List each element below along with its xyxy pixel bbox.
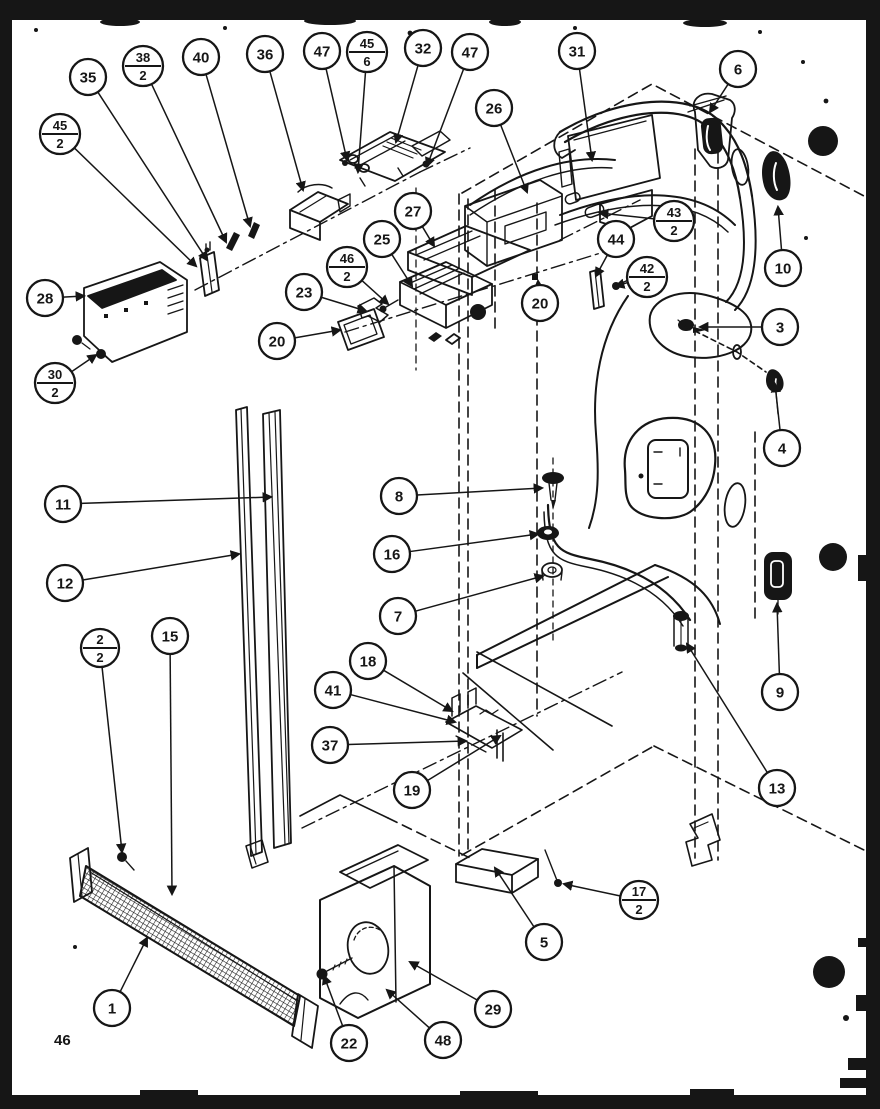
callout-20a (259, 323, 340, 359)
leader-line (417, 488, 542, 495)
callout-label: 9 (775, 684, 785, 702)
callout-label: 47 (313, 43, 331, 61)
registration-dot (813, 956, 845, 988)
assembly-axis-lines (195, 148, 640, 828)
callout-22 (324, 976, 367, 1061)
callout-label: 47 (461, 44, 479, 62)
callout-41 (315, 672, 455, 722)
callout-label: 20 (268, 333, 286, 351)
callout-label: 43 (666, 205, 682, 220)
callout-label: 17 (631, 884, 647, 899)
callout-19 (394, 736, 500, 808)
callout-30-2 (35, 355, 96, 403)
leader-line (387, 990, 430, 1028)
leader-line (396, 65, 418, 142)
callout-label: 38 (135, 50, 151, 65)
callout-2-2 (81, 629, 122, 852)
callout-38-2 (123, 46, 226, 242)
leader-line (295, 330, 340, 338)
scan-band-right (866, 18, 880, 1109)
leader-line (72, 355, 96, 372)
callout-25 (364, 221, 412, 286)
callout-label: 19 (403, 782, 421, 800)
part-pin (673, 611, 689, 652)
callout-label: 20 (531, 295, 549, 313)
part-top-hinge-assembly (340, 131, 450, 186)
callout-label: 42 (639, 261, 655, 276)
callout-label: 37 (321, 737, 339, 755)
leader-line (410, 534, 538, 552)
part-fan-cover (320, 845, 430, 1018)
callout-label: 16 (383, 546, 401, 564)
scan-band-top (0, 0, 880, 20)
callout-20b (522, 281, 558, 321)
part-grille-screw (380, 300, 399, 313)
callout-label: 28 (36, 290, 54, 308)
callout-label: 18 (359, 653, 377, 671)
callout-label: 22 (340, 1035, 358, 1053)
callout-label: 6 (733, 61, 743, 79)
callout-4 (764, 384, 800, 466)
leader-line (120, 938, 147, 992)
callout-label: 31 (568, 43, 586, 61)
callout-label: 46 (339, 251, 355, 266)
callout-36 (247, 36, 303, 190)
leader-line (102, 667, 122, 852)
callout-10 (765, 207, 801, 286)
callout-label: 48 (434, 1032, 452, 1050)
callout-8 (381, 478, 542, 514)
callout-7 (380, 576, 543, 634)
callout-label: 32 (414, 40, 432, 58)
part-fan-screw (317, 958, 353, 980)
scan-band-bottom (0, 1095, 880, 1109)
leader-line (170, 654, 172, 894)
part-foot-bracket (686, 814, 720, 866)
callout-label: 2 (96, 650, 104, 665)
callout-16 (374, 534, 538, 572)
callout-45-2 (40, 114, 196, 266)
callout-label: 23 (295, 284, 313, 302)
callout-47a (304, 33, 347, 160)
leader-line (410, 962, 477, 1000)
registration-dot (808, 126, 838, 156)
leader-line (63, 296, 84, 297)
leader-line (358, 72, 366, 172)
cabinet-floor (300, 565, 720, 818)
leader-line (415, 576, 543, 611)
callout-label: 8 (394, 488, 404, 506)
part-air-duct (408, 226, 530, 295)
callout-28 (27, 280, 84, 316)
leader-line (321, 297, 366, 311)
callout-29 (410, 962, 511, 1027)
callout-label: 2 (643, 279, 651, 294)
callout-37 (312, 727, 466, 763)
part-fan-motor-bracket (290, 185, 350, 240)
part-grille-screw-left (117, 852, 134, 870)
leader-line (152, 84, 226, 242)
leader-line (427, 736, 500, 781)
part-evaporator-housing (465, 159, 615, 266)
callout-40 (183, 39, 250, 226)
callout-label: 41 (324, 682, 342, 700)
leader-line (778, 207, 782, 250)
leader-line (362, 280, 388, 304)
leader-line (81, 497, 271, 503)
callout-label: 1 (107, 1000, 117, 1018)
callout-label: 2 (139, 68, 147, 83)
part-grommet (766, 369, 784, 414)
callout-label: 44 (607, 231, 625, 249)
leader-line (74, 148, 196, 266)
callout-label: 12 (56, 575, 74, 593)
callout-label: 2 (51, 385, 59, 400)
callout-label: 27 (404, 203, 422, 221)
callout-label: 6 (363, 54, 371, 69)
leader-line (596, 255, 607, 276)
part-bottom-hinge-bracket (446, 688, 522, 761)
part-mullion-strips (236, 407, 291, 868)
leader-line (83, 554, 239, 580)
leader-line (270, 71, 303, 190)
callout-label: 2 (96, 632, 104, 647)
part-fan-shroud (625, 418, 748, 528)
part-control-panel (72, 262, 187, 362)
callout-32 (396, 30, 441, 142)
part-screw-boss (650, 293, 752, 359)
callout-17-2 (564, 881, 658, 919)
leader-line (206, 74, 250, 226)
leader-line (98, 92, 207, 260)
callout-label: 15 (161, 628, 179, 646)
callout-label: 36 (256, 46, 274, 64)
leader-line (579, 69, 592, 160)
callout-label: 25 (373, 231, 391, 249)
callout-12 (47, 554, 239, 601)
leader-line (348, 741, 466, 744)
callout-label: 2 (670, 223, 678, 238)
callout-label: 4 (777, 440, 787, 458)
callout-18 (350, 643, 452, 711)
callout-label: 3 (775, 319, 785, 337)
callout-9 (762, 604, 798, 710)
leader-line (564, 884, 620, 896)
callout-31 (559, 33, 595, 160)
callout-11 (45, 486, 271, 522)
leader-line (495, 868, 534, 927)
part-evaporator-cover (559, 115, 660, 230)
leader-line (350, 695, 455, 722)
callout-label: 2 (343, 269, 351, 284)
callout-15 (152, 618, 188, 894)
part-clip-dot (545, 850, 562, 887)
callout-label: 26 (485, 100, 503, 118)
callout-48 (387, 990, 461, 1058)
leader-line (326, 69, 347, 160)
callout-label: 45 (359, 36, 375, 51)
callout-label: 13 (768, 780, 786, 798)
part-latch (764, 552, 792, 614)
callout-label: 30 (47, 367, 63, 382)
callout-label: 5 (539, 934, 549, 952)
callout-label: 45 (52, 118, 68, 133)
leader-line (383, 670, 452, 711)
part-roller-capsules (564, 192, 605, 219)
callout-42-2 (616, 257, 667, 297)
callout-label: 7 (393, 608, 403, 626)
part-hinge-pin-plate (200, 222, 260, 296)
registration-dot (819, 543, 847, 571)
callout-label: 35 (79, 69, 97, 87)
leader-line (687, 644, 767, 773)
callout-label: 40 (192, 49, 210, 67)
scan-band-left (0, 18, 12, 1109)
page-number: 46 (54, 1032, 71, 1049)
callout-label: 2 (635, 902, 643, 917)
callout-1 (94, 938, 147, 1026)
callout-label: 10 (774, 260, 792, 278)
callout-label: 2 (56, 136, 64, 151)
callout-label: 29 (484, 1001, 502, 1019)
callout-label: 11 (55, 496, 71, 514)
